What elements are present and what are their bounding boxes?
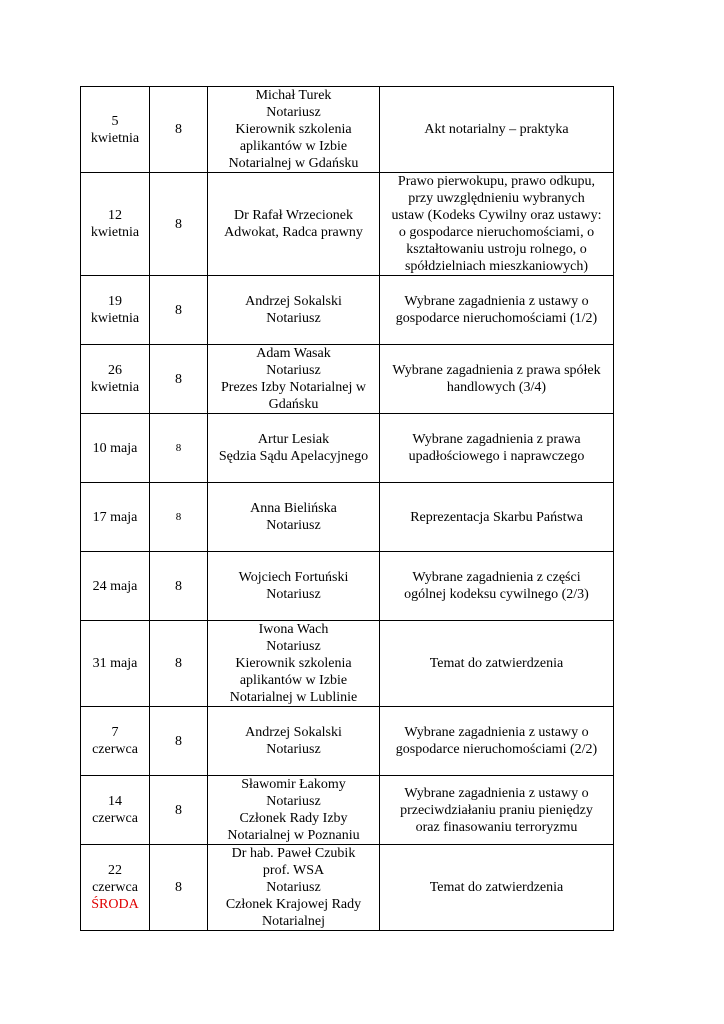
table-row	[81, 621, 614, 707]
cell-line: przeciwdziałaniu praniu pieniędzy	[400, 802, 593, 818]
date-cell	[81, 345, 150, 414]
cell-line: Notarialnej w Poznaniu	[227, 828, 360, 843]
date-cell	[81, 414, 150, 483]
cell-line: czerwca	[92, 880, 138, 895]
topic-cell	[380, 621, 614, 707]
date-cell	[81, 621, 150, 707]
cell-line: Adam Wasak	[256, 346, 331, 361]
cell-line: Michał Turek	[255, 88, 332, 103]
cell-line: Notarialnej w Gdańsku	[228, 156, 359, 171]
cell-line: Sędzia Sądu Apelacyjnego	[218, 449, 369, 464]
table-row	[81, 276, 614, 345]
cell-line: 14	[108, 794, 122, 809]
lecturer-cell	[208, 276, 380, 345]
date-cell	[81, 845, 150, 931]
cell-line: Adwokat, Radca prawny	[224, 225, 363, 240]
cell-line: 7	[111, 725, 119, 740]
lecturer-cell	[208, 552, 380, 621]
cell-line: 5	[111, 113, 119, 129]
cell-line: 22	[108, 863, 122, 878]
date-cell	[81, 483, 150, 552]
cell-line: czerwca	[92, 811, 138, 826]
cell-line: 31 maja	[92, 656, 138, 671]
cell-line: 19	[108, 294, 122, 309]
cell-line: Prezes Izby Notarialnej w	[221, 380, 366, 395]
topic-cell	[380, 845, 614, 931]
lecturer-cell	[208, 707, 380, 776]
topic-cell	[380, 552, 614, 621]
date-cell	[81, 552, 150, 621]
cell-line: kwietnia	[90, 225, 140, 240]
hours-cell: 8	[150, 707, 208, 776]
cell-line: prof. WSA	[262, 863, 325, 878]
hours-cell: 8	[150, 414, 208, 483]
topic-cell	[380, 414, 614, 483]
hours-cell: 8	[150, 621, 208, 707]
lecturer-cell	[208, 414, 380, 483]
cell-line: Wojciech Fortuński	[238, 570, 349, 585]
cell-line: handlowych (3/4)	[446, 380, 547, 395]
hours-cell: 8	[150, 345, 208, 414]
lecturer-cell	[208, 621, 380, 707]
cell-line: kwietnia	[90, 130, 140, 146]
cell-line: oraz finasowaniu terroryzmu	[415, 819, 578, 835]
table-row	[81, 552, 614, 621]
date-cell	[81, 276, 150, 345]
cell-line: Artur Lesiak	[257, 432, 330, 447]
cell-line: Wybrane zagadnienia z części	[412, 570, 581, 585]
date-cell	[81, 173, 150, 276]
table-row	[81, 87, 614, 173]
topic-cell	[380, 173, 614, 276]
cell-line: 24 maja	[92, 578, 138, 594]
cell-line: Notariusz	[266, 363, 321, 378]
cell-line: Wybrane zagadnienia z prawa spółek	[392, 363, 601, 378]
topic-cell	[380, 276, 614, 345]
cell-line: 12	[108, 208, 122, 223]
cell-line: aplikantów w Izbie	[239, 139, 348, 154]
cell-line: Członek Krajowej Rady	[225, 897, 362, 912]
topic-cell	[380, 707, 614, 776]
cell-line: Notariusz	[266, 105, 321, 120]
table-row	[81, 345, 614, 414]
cell-line: Gdańsku	[268, 397, 319, 412]
cell-line: upadłościowego i naprawczego	[408, 449, 585, 464]
cell-line: kwietnia	[90, 311, 140, 326]
topic-cell	[380, 87, 614, 173]
cell-line: Akt notarialny – praktyka	[424, 122, 569, 137]
cell-line: Wybrane zagadnienia z ustawy o	[404, 294, 589, 309]
cell-line: Notarialnej	[262, 914, 325, 929]
cell-line: Notariusz	[266, 587, 321, 602]
cell-line: Prawo pierwokupu, prawo odkupu,	[397, 174, 596, 189]
cell-line: Dr Rafał Wrzecionek	[234, 208, 353, 223]
hours-cell: 8	[150, 276, 208, 345]
cell-line: o gospodarce nieruchomościami, o	[398, 225, 595, 240]
table-row	[81, 483, 614, 552]
table-row	[81, 707, 614, 776]
cell-line: Andrzej Sokalski	[245, 725, 342, 740]
hours-cell: 8	[150, 483, 208, 552]
cell-line: Reprezentacja Skarbu Państwa	[410, 509, 583, 525]
weekday-note: ŚRODA	[91, 897, 139, 912]
topic-cell	[380, 345, 614, 414]
cell-line: Andrzej Sokalski	[245, 294, 342, 309]
cell-line: Notarialnej w Lublinie	[229, 690, 358, 705]
cell-line: ogólnej kodeksu cywilnego (2/3)	[404, 587, 589, 602]
cell-line: Wybrane zagadnienia z prawa	[412, 432, 581, 447]
hours-cell: 8	[150, 845, 208, 931]
cell-line: Członek Rady Izby	[239, 811, 348, 826]
table-row	[81, 173, 614, 276]
cell-line: gospodarce nieruchomościami (2/2)	[395, 742, 598, 757]
cell-line: ustaw (Kodeks Cywilny oraz ustawy:	[391, 208, 602, 223]
lecturer-cell	[208, 87, 380, 173]
cell-line: Notariusz	[266, 311, 321, 326]
cell-line: 10 maja	[92, 440, 138, 456]
lecturer-cell	[208, 483, 380, 552]
cell-line: 17 maja	[92, 509, 138, 525]
cell-line: Notariusz	[266, 742, 321, 757]
cell-line: aplikantów w Izbie	[239, 673, 348, 688]
hours-cell: 8	[150, 776, 208, 845]
topic-cell	[380, 483, 614, 552]
cell-line: Notariusz	[266, 880, 321, 895]
cell-line: Dr hab. Paweł Czubik	[231, 846, 356, 861]
table-row	[81, 845, 614, 931]
hours-cell: 8	[150, 173, 208, 276]
cell-line: Wybrane zagadnienia z ustawy o	[404, 785, 589, 801]
cell-line: Wybrane zagadnienia z ustawy o	[404, 725, 589, 740]
cell-line: spółdzielniach mieszkaniowych)	[404, 259, 589, 274]
cell-line: Notariusz	[266, 518, 321, 533]
cell-line: Temat do zatwierdzenia	[429, 880, 564, 895]
date-cell	[81, 707, 150, 776]
cell-line: Anna Bielińska	[250, 501, 337, 516]
cell-line: kształtowaniu ustroju rolnego, o	[406, 242, 587, 257]
cell-line: czerwca	[92, 742, 138, 757]
cell-line: gospodarce nieruchomościami (1/2)	[395, 311, 598, 326]
cell-line: Kierownik szkolenia	[235, 122, 352, 137]
hours-cell: 8	[150, 87, 208, 173]
cell-line: Temat do zatwierdzenia	[429, 656, 564, 671]
lecturer-cell	[208, 776, 380, 845]
cell-line: Notariusz	[266, 794, 321, 809]
date-cell	[81, 776, 150, 845]
schedule-table	[80, 86, 614, 931]
lecturer-cell	[208, 173, 380, 276]
cell-line: przy uwzględnieniu wybranych	[408, 191, 585, 206]
cell-line: Sławomir Łakomy	[241, 777, 346, 792]
cell-line: Kierownik szkolenia	[235, 656, 352, 671]
cell-line: 26	[108, 363, 122, 378]
schedule-body	[81, 87, 614, 931]
cell-line: kwietnia	[90, 380, 140, 395]
lecturer-cell	[208, 345, 380, 414]
cell-line: Notariusz	[266, 639, 321, 654]
date-cell	[81, 87, 150, 173]
table-row	[81, 414, 614, 483]
lecturer-cell	[208, 845, 380, 931]
cell-line: Iwona Wach	[258, 622, 329, 637]
hours-cell: 8	[150, 552, 208, 621]
topic-cell	[380, 776, 614, 845]
table-row	[81, 776, 614, 845]
